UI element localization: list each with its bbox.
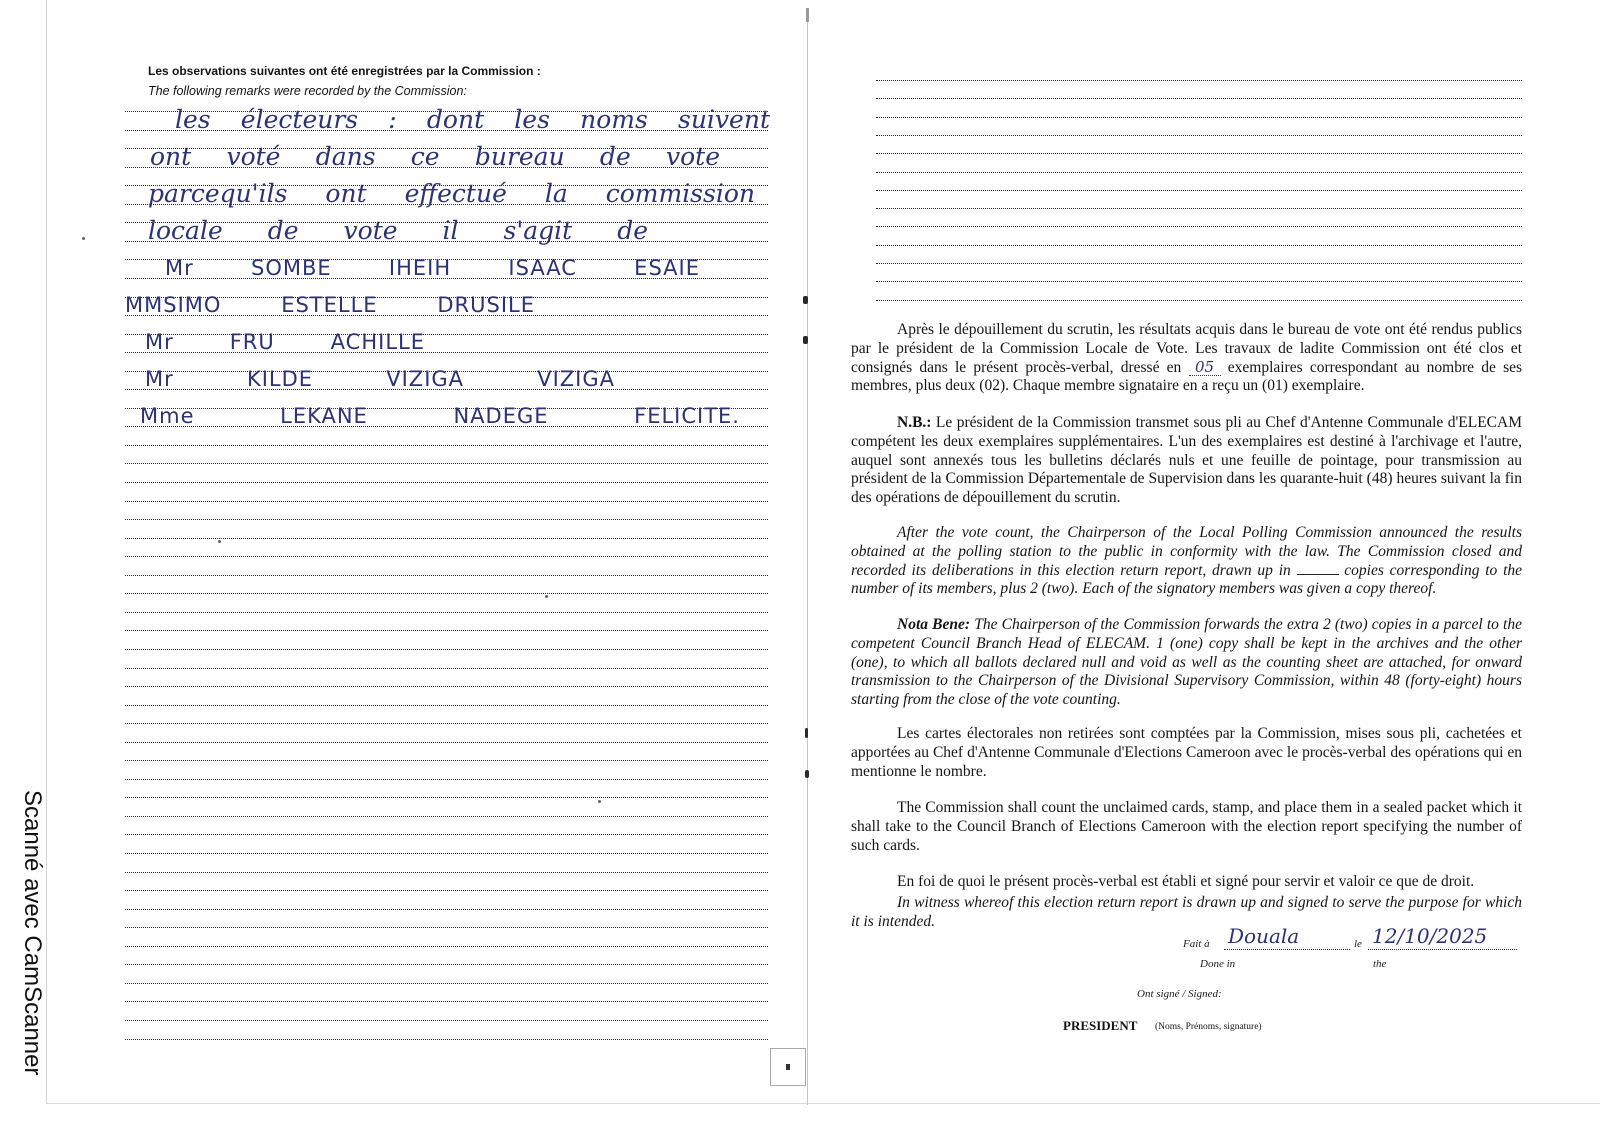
ruled-line: [125, 575, 768, 576]
page-bottom-edge: [46, 1103, 1600, 1104]
cards-text-en: The Commission shall count the unclaimed cards, stamp, and place them in a sealed packet which it shall take to the Council Branch of Elections Cameroon with the election report specifying the number of such cards.: [851, 799, 1522, 854]
ruled-line: [125, 463, 768, 464]
results-text-before: Après le dépouillement du scrutin, les résultats acquis dans le bureau de vote ont été rendus publics par le président de la Commission Locale de Vote. Les travaux de ladite Commission ont été clos et consignés dans le présent procès-verbal, dressé en: [851, 321, 1522, 376]
ruled-line: [125, 1039, 768, 1040]
ruled-line: [876, 281, 1522, 282]
ruled-line: [125, 853, 768, 854]
nb-label: N.B.:: [897, 414, 932, 431]
ruled-line: [125, 909, 768, 910]
ruled-line: [125, 816, 768, 817]
results-en-text-after: copies corresponding to the number of its members, plus 2 (two). Each of the signatory members was given a copy thereof.: [851, 561, 1523, 598]
ruled-line: [125, 964, 768, 965]
cards-text-fr: Les cartes électorales non retirées sont comptées par la Commission, mises sous pli, cachetées et apportées au Chef d'Antenne Communale d'Elections Cameroon avec le procès-verbal des opérations qui en mentionne le nombre.: [851, 725, 1522, 780]
ruled-line: [125, 760, 768, 761]
ruled-line: [125, 612, 768, 613]
ruled-line: [876, 190, 1522, 191]
ruled-line: [125, 556, 768, 557]
staple-mark: [805, 728, 808, 738]
place-field: Douala: [1224, 923, 1350, 950]
scan-speck: [545, 595, 548, 598]
ruled-line: [125, 501, 768, 502]
ruled-line: [876, 98, 1522, 99]
ruled-line: [125, 649, 768, 650]
ruled-line: [125, 723, 768, 724]
done-at-label: Fait à: [1183, 938, 1210, 950]
the-label: the: [1373, 958, 1387, 970]
remarks-heading-fr: Les observations suivantes ont été enregistrées par la Commission :: [148, 64, 541, 78]
page-corner-mark: [770, 1048, 806, 1086]
staple-mark: [803, 336, 808, 344]
results-en-text-before: After the vote count, the Chairperson of the Local Polling Commission announced the results obtained at the polling station to the public in conformity with the law. The Commission closed and recorded its deliberations in this election return report, drawn up in: [851, 524, 1522, 579]
voter-name: Mme LEKANE NADEGE FELICITE.: [140, 404, 740, 428]
cards-paragraph-fr: [851, 725, 1522, 781]
ruled-line: [876, 300, 1522, 301]
ruled-line: [125, 1020, 768, 1021]
ruled-line: [876, 263, 1522, 264]
scan-speck: [218, 540, 221, 543]
ruled-line: [876, 172, 1522, 173]
witness-paragraph-fr: [851, 873, 1522, 892]
ruled-line: [876, 153, 1522, 154]
ruled-line: [125, 834, 768, 835]
ruled-line: [125, 538, 768, 539]
remark-line: locale de vote il s'agit de: [148, 216, 648, 245]
ruled-line: [125, 983, 768, 984]
ruled-line: [876, 80, 1522, 81]
ruled-line: [125, 797, 768, 798]
camscanner-watermark: Scanné avec CamScanner: [19, 790, 46, 1076]
ruled-line: [876, 245, 1522, 246]
ruled-line: [876, 208, 1522, 209]
remark-line: les électeurs : dont les noms suivent: [175, 105, 770, 134]
ruled-line: [125, 927, 768, 928]
ruled-line: [125, 779, 768, 780]
copies-blank: [1297, 562, 1339, 575]
remark-line: ont voté dans ce bureau de vote: [150, 142, 720, 171]
voter-name: Mr FRU ACHILLE: [145, 330, 425, 354]
ruled-line: [125, 890, 768, 891]
page-left-edge: [46, 0, 47, 1104]
president-label: PRESIDENT: [1063, 1018, 1138, 1033]
corner-dot: [786, 1064, 790, 1070]
witness-text-fr: En foi de quoi le présent procès-verbal est établi et signé pour servir et valoir ce que de droit.: [897, 873, 1475, 890]
ruled-line: [876, 226, 1522, 227]
president-hint: (Noms, Prénoms, signature): [1155, 1022, 1262, 1032]
ruled-line: [125, 630, 768, 631]
results-paragraph-fr: [851, 321, 1522, 396]
done-in-label: Done in: [1200, 958, 1236, 970]
ruled-line: [125, 1001, 768, 1002]
ruled-line: [125, 482, 768, 483]
ruled-line: [125, 686, 768, 687]
results-text-after: exemplaires correspondant au nombre de ses membres, plus deux (02). Chaque membre signataire en a reçu un (01) exemplaire.: [851, 358, 1523, 395]
cards-paragraph-en: [851, 799, 1522, 855]
ruled-line: [876, 117, 1522, 118]
voter-name: MMSIMO ESTELLE DRUSILE: [125, 293, 535, 317]
results-paragraph-en: [851, 524, 1522, 599]
ruled-line: [125, 705, 768, 706]
copies-count-field: 05: [1189, 359, 1221, 376]
scan-speck: [82, 237, 85, 240]
ruled-line: [125, 742, 768, 743]
witness-text-en: In witness whereof this election return report is drawn up and signed to serve the purpose for which it is intended.: [851, 894, 1522, 930]
date-field: 12/10/2025: [1368, 923, 1517, 950]
ruled-line: [125, 519, 768, 520]
nb-text: Le président de la Commission transmet sous pli au Chef d'Antenne Communale d'ELECAM compétent les deux exemplaires supplémentaires. L'un des exemplaires est destiné à l'archivage et l'autre, auquel sont annexés tous les bulletins déclarés nuls et une feuille de pointage, pour transmission au président de la Commission Départementale de Supervision dans les quarante-huit (48) heures suivant la fin des opérations de dépouillement du scrutin.: [851, 414, 1522, 507]
ruled-line: [876, 135, 1522, 136]
nb-paragraph-fr: [851, 414, 1522, 508]
ruled-line: [125, 668, 768, 669]
ruled-line: [125, 593, 768, 594]
fold-mark: [806, 8, 809, 22]
scan-speck: [598, 800, 601, 803]
ruled-line: [125, 872, 768, 873]
nota-bene-text: The Chairperson of the Commission forwards the extra 2 (two) copies in a parcel to the competent Council Branch Head of ELECAM. 1 (one) copy shall be kept in the archives and the other (one), to which all ballots declared null and void as well as the counting sheet are attached, for onward transmission to the Chairperson of the Divisional Supervisory Commission, within 48 (forty-eight) hours starting from the close of the vote counting.: [851, 616, 1522, 709]
ruled-line: [125, 946, 768, 947]
staple-mark: [803, 296, 808, 304]
staple-mark: [805, 770, 809, 778]
voter-name: Mr KILDE VIZIGA VIZIGA: [145, 367, 615, 391]
ruled-line: [125, 445, 768, 446]
date-label: le: [1354, 938, 1362, 950]
voter-name: Mr SOMBE IHEIH ISAAC ESAIE: [165, 256, 700, 280]
remarks-heading-en: The following remarks were recorded by the Commission:: [148, 84, 467, 98]
remark-line: parcequ'ils ont effectué la commission: [148, 179, 755, 208]
nota-bene-paragraph-en: [851, 616, 1522, 710]
nota-bene-label: Nota Bene:: [897, 616, 971, 633]
center-fold-line: [807, 8, 808, 1105]
signed-label: Ont signé / Signed:: [1137, 988, 1222, 1000]
